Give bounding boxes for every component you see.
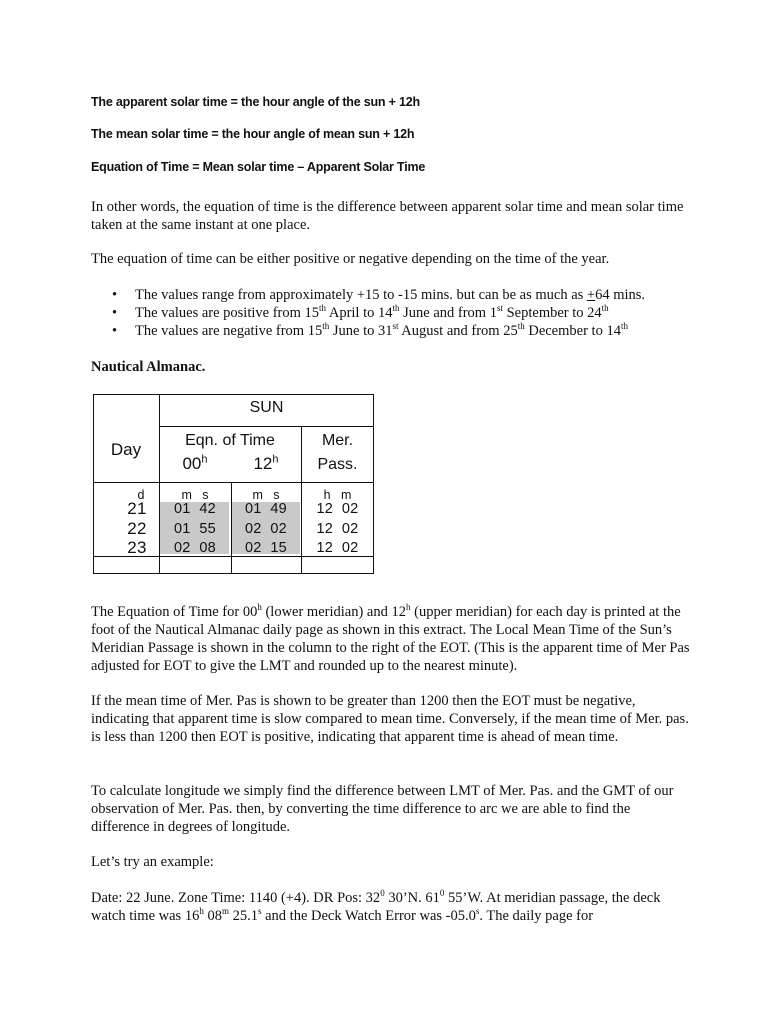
header-mer: Mer. <box>321 432 354 449</box>
definition-mean-solar-time: The mean solar time = the hour angle of mean sun + 12h <box>91 127 415 141</box>
paragraph-difference: In other words, the equation of time is the difference between apparent solar time and mean solar time taken at the same instant at one place. <box>91 199 684 233</box>
unit-ms-12h: m s <box>252 488 280 502</box>
unit-ms-00h: m s <box>181 488 209 502</box>
bullet-range: • The values range from approximately +15 to -15 mins. but can be as much as +64 mins. <box>91 286 711 304</box>
paragraph-mean-time-greater: If the mean time of Mer. Pas is shown to be greater than 1200 then the EOT must be negative, indicating that apparent time is slow compared to mean time. Conversely, if the mean time of Mer. pas. is less than 1200 then EOT is positive, indicating that apparent time is ahead of mean time. <box>91 693 689 745</box>
paragraph-positive-negative: The equation of time can be either positive or negative depending on the time of the year. <box>91 251 610 267</box>
definition-apparent-solar-time: The apparent solar time = the hour angle of the sun + 12h <box>91 95 420 109</box>
header-12h: 12$^h$ <box>253 453 279 473</box>
bullet-positive: • The values are positive from 15th April to 14th June and from 1st September to 24th <box>91 304 711 322</box>
definition-equation-of-time: Equation of Time = Mean solar time – Apparent Solar Time <box>91 160 426 174</box>
bullet-negative: • The values are negative from 15th June to 31st August and from 25th December to 14th <box>91 322 711 340</box>
header-pass: Pass. <box>317 456 358 473</box>
header-00h: 00$^h$ <box>182 453 208 473</box>
header-eqn-of-time: Eqn. of Time <box>185 432 275 449</box>
paragraph-equation-of-time-printed: The Equation of Time for 00$^h$ (lower meridian) and 12$^h$ (upper meridian) for each day is printed at the foot of the Nautical Almanac daily page as shown in this extract. The Local Mean Time of the Sun’s Meridian Passage is shown in the column to the right of the EOT. (This is the apparent time of Mer Pas adjusted for EOT to give the LMT and rounded up to the nearest minute). <box>91 602 690 674</box>
divider-sun <box>159 426 374 427</box>
header-day: Day <box>110 440 142 459</box>
divider-header <box>93 482 374 483</box>
unit-hm: h m <box>323 488 352 502</box>
almanac-heading: Nautical Almanac. <box>91 359 206 375</box>
paragraph-example-details: Date: 22 June. Zone Time: 1140 (+4). DR Pos: $32^0$ 30’N. $61^0$ 55’W. At meridian passage, the deck watch time was 16$^h$ 08$^m$ 25.1$^s$ and the Deck Watch Error was -05.0$^s$. The daily page for <box>91 888 661 924</box>
paragraph-example-intro: Let’s try an example: <box>91 854 214 870</box>
header-sun: SUN <box>249 399 284 416</box>
almanac-table: SUN Day Eqn. of Time Mer. Pass. 00$^h$ 12$^h$ d m s m s h m 21 01 42 01 49 12 02 22 01 55 02 02 12 02 23 02 08 02 15 12 02 <box>91 394 375 576</box>
bullet-list <box>91 286 711 340</box>
paragraph-calculate-longitude: To calculate longitude we simply find the difference between LMT of Mer. Pas. and the GMT of our observation of Mer. Pas. then, by converting the time difference to arc we are able to find the difference in degrees of longitude. <box>91 783 674 835</box>
unit-d: d <box>137 488 145 502</box>
